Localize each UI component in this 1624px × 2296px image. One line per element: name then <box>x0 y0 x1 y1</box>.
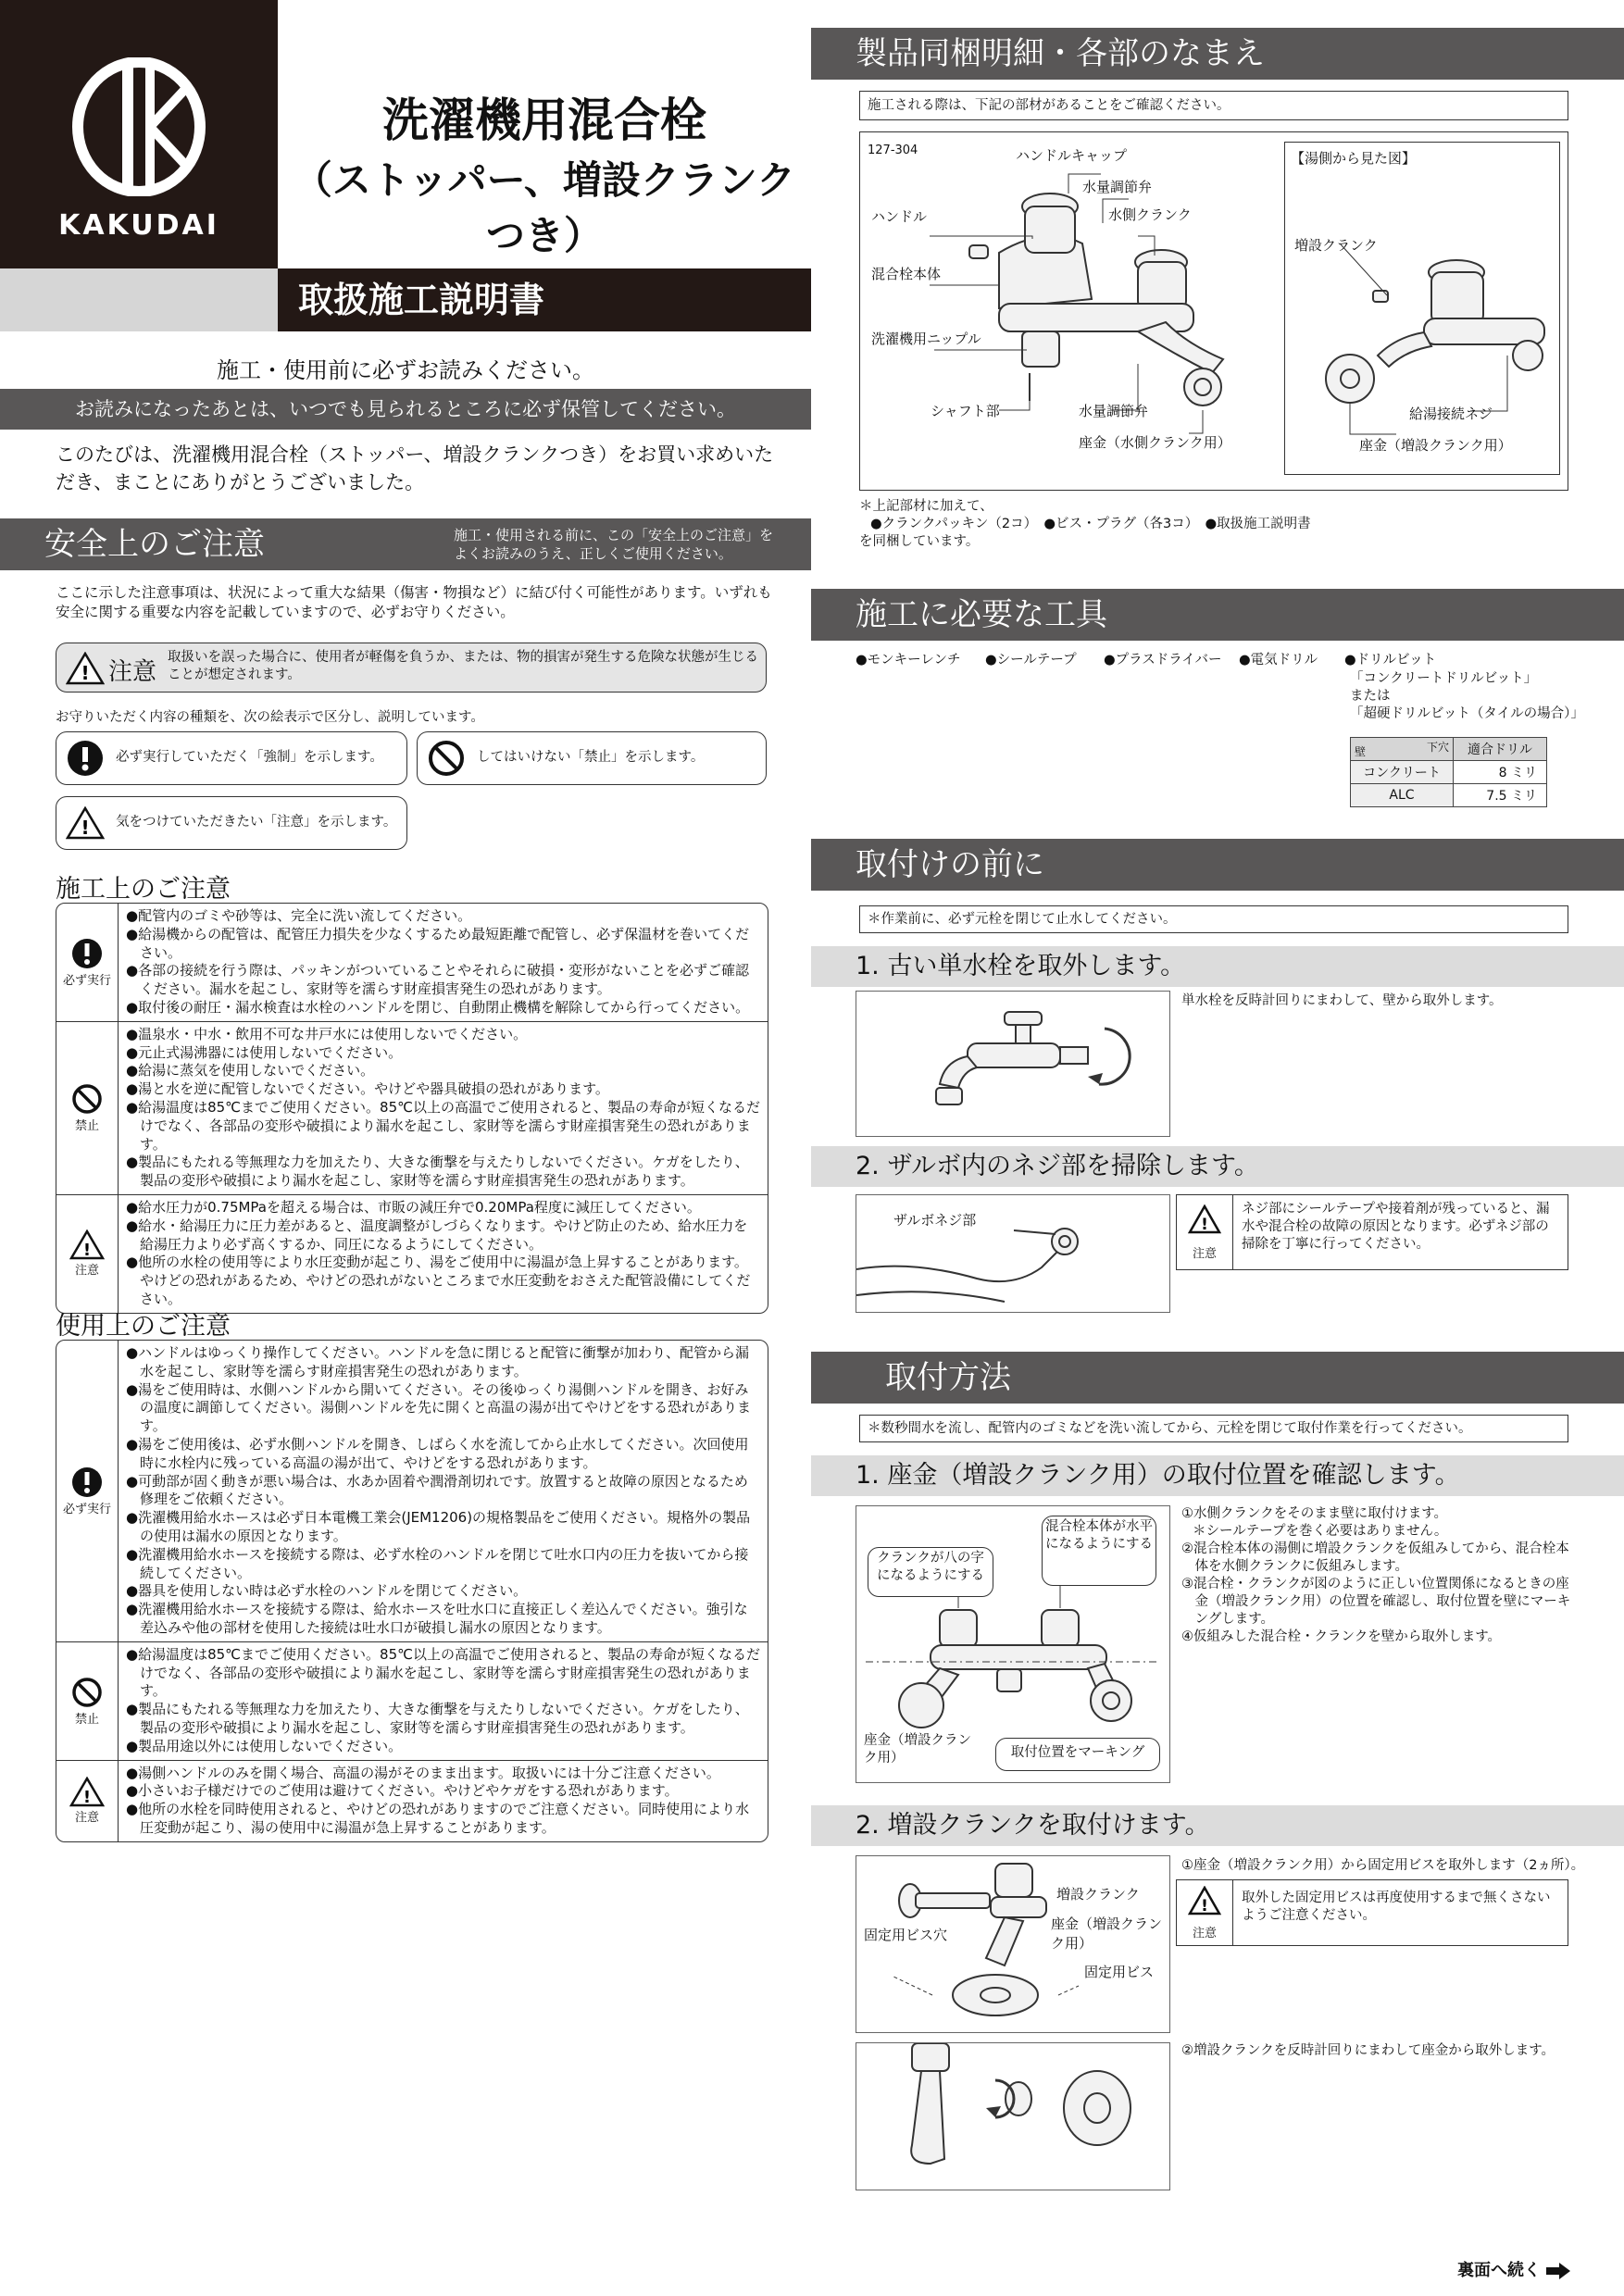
label-flow-valve-top: 水量調節弁 <box>1082 179 1153 195</box>
label-water-crank: 水側クランク <box>1108 206 1192 223</box>
caution-item: ●配管内のゴミや砂等は、完全に洗い流してください。 <box>126 907 472 924</box>
before-section-header <box>811 839 1624 891</box>
install-caution-list <box>119 1195 768 1313</box>
method-step1-title: 1. 座金（増設クランク用）の取付位置を確認します。 <box>856 1461 1460 1490</box>
remove-old-faucet-illustration <box>856 991 1170 1137</box>
icon-label: 注意 <box>74 1811 99 1826</box>
caution-item: ●可動部が固く動きが悪い場合は、水あか固着や潤滑剤切れです。放置すると故障の原因となるため修理をご依頼ください。 <box>126 1472 748 1508</box>
faucet-parts-illustration <box>860 132 1295 484</box>
caution-triangle-icon <box>69 1777 105 1807</box>
method-note: ＊数秒間水を流し、配管内のゴミなどを洗い流してから、元栓を閉じて取付作業を行ってください。 <box>859 1415 1568 1442</box>
tool-item: ●モンキーレンチ <box>856 653 961 668</box>
method-title: 取付方法 <box>885 1359 1011 1396</box>
install-cautions-title: 施工上のご注意 <box>56 875 231 904</box>
label-ext-crank: 増設クランク <box>1056 1886 1140 1903</box>
use-mandatory-list <box>119 1341 768 1641</box>
tool-item: ●ドリルビット <box>1344 653 1437 668</box>
table-cell-drill: 8 ミリ <box>1454 761 1547 784</box>
hot-side-view <box>1284 142 1560 475</box>
header-grey-strip <box>0 268 278 331</box>
svg-text:!: ! <box>82 1241 92 1261</box>
caution-item: ●元止式湯沸器には使用しないでください。 <box>126 1043 403 1061</box>
brand-logo <box>0 0 278 268</box>
table-head-hole: 下穴 <box>1426 741 1449 754</box>
continue-footer <box>1457 2257 1570 2281</box>
mandatory-icon <box>70 1466 104 1499</box>
label-body: 混合栓本体 <box>871 266 942 282</box>
label-flow-valve-bottom: 水量調節弁 <box>1079 403 1149 419</box>
use-prohibit-icon-cell <box>56 1642 119 1760</box>
drill-table <box>1350 737 1547 807</box>
table-head-wall: 壁 <box>1355 745 1367 758</box>
use-cautions-table <box>56 1340 768 1842</box>
icon-label: 必ず実行 <box>62 973 111 988</box>
label-shaft: シャフト部 <box>931 403 1000 419</box>
caution-item: ●洗濯機用給水ホースは必ず日本電機工業会(JEM1206)の規格製品をご使用ください。規格外の製品の使用は漏水の原因となります。 <box>126 1509 751 1544</box>
tool-item: ●電気ドリル <box>1239 653 1318 668</box>
method-step2-header <box>811 1805 1624 1846</box>
parts-extra-line3: を同梱しています。 <box>859 534 980 549</box>
label-ext-crank: 増設クランク <box>1294 237 1378 254</box>
old-faucet-drawing <box>856 992 1168 1134</box>
caution-item: ●給湯温度は85℃までご使用ください。85℃以上の高温でご使用されると、製品の寿命が短くなるだけでなく、各部品の変形や破損により漏水を起こし、家財等を濡らす財産損害発生の恐れがあります。 <box>126 1645 760 1700</box>
mandatory-icon <box>70 937 104 970</box>
install-cautions-table <box>56 903 768 1314</box>
step1-text: ＊シールテープを巻く必要はありません。 <box>1193 1524 1448 1539</box>
method-section-header <box>811 1352 1624 1404</box>
svg-text:!: ! <box>81 817 90 839</box>
model-number: 127-304 <box>868 144 918 157</box>
ext-crank-remove-illustration <box>856 2042 1170 2190</box>
label-screw: 固定用ビス <box>1084 1964 1155 1980</box>
caution-label: 注意 <box>108 658 157 686</box>
svg-text:!: ! <box>82 1788 92 1808</box>
before-step1-title: 1. 古い単水栓を取外します。 <box>856 952 1186 980</box>
label-nipple: 洗濯機用ニップル <box>871 331 981 347</box>
caution-item: ●各部の接続を行う際は、パッキンがついていることやそれらに破損・変形がないことを必ずご確認ください。漏水を起こし、家財等を濡らす財産損害発生の恐れがあります。 <box>126 962 749 998</box>
before-title: 取付けの前に <box>856 846 1044 883</box>
caution-item: ●温泉水・中水・飲用不可な井戸水には使用しないでください。 <box>126 1025 528 1042</box>
caution-item: ●他所の水栓の使用等により水圧変動が起こり、湯をご使用中に湯温が急上昇することがあります。やけどの恐れがあるため、やけどの恐れがないところまで水圧変動をおさえた配管設備にしてください。 <box>126 1254 751 1307</box>
step2-screw-caution-box <box>1176 1879 1568 1946</box>
clean-thread-illustration <box>856 1194 1170 1313</box>
svg-text:!: ! <box>81 662 90 684</box>
parts-confirm-note: 施工される際は、下記の部材があることをご確認ください。 <box>859 91 1568 120</box>
label-screw-hole: 固定用ビス穴 <box>864 1927 948 1943</box>
caution-item: ●湯と水を逆に配管しないでください。やけどや器具破損の恐れがあります。 <box>126 1080 609 1098</box>
thanks-text: このたびは、洗濯機用混合栓（ストッパー、増設クランクつき）をお買い求めいただき、まことにありがとうございました。 <box>56 443 774 493</box>
install-mandatory-list <box>119 904 768 1021</box>
prohibit-icon <box>70 1082 104 1116</box>
install-caution-row <box>56 1195 768 1313</box>
caution-item: ●給水・給湯圧力に圧力差があると、温度調整がしづらくなります。やけど防止のため、給水圧力を給湯圧力より必ず高くするか、同圧になるようにしてください。 <box>126 1217 748 1253</box>
use-caution-list <box>119 1761 768 1841</box>
caution-item: ●給水圧力が0.75MPaを超える場合は、市販の減圧弁で0.20MPa程度に減圧してください。 <box>126 1198 701 1216</box>
symbol-prohibit-box <box>417 731 767 785</box>
safety-title: 安全上のご注意 <box>44 526 265 563</box>
install-mandatory-row <box>56 904 768 1022</box>
method-step1-header <box>811 1455 1624 1496</box>
use-caution-row <box>56 1761 768 1841</box>
drill-table-head-diagonal <box>1351 738 1454 761</box>
tool-item: ●シールテープ <box>985 653 1077 668</box>
drill-line2: 「コンクリートドリルビット」 <box>1350 671 1538 686</box>
safety-side-note: 施工・使用される前に、この「安全上のご注意」をよくお読みのうえ、正しくご使用ください。 <box>454 527 774 562</box>
screw-caution-icon-cell <box>1177 1880 1233 1945</box>
method-step1-texts <box>1181 1505 1580 1646</box>
icon-label: 必ず実行 <box>62 1502 111 1516</box>
caution-item: ●湯側ハンドルのみを開く場合、高温の湯がそのまま出ます。取扱いには十分ご注意ください。 <box>126 1764 720 1781</box>
caution-item: ●取付後の耐圧・漏水検査は水栓のハンドルを閉じ、自動閉止機構を解除してから行ってください。 <box>126 998 750 1016</box>
method-step2-title: 2. 増設クランクを取付けます。 <box>856 1811 1210 1840</box>
caution-item: ●器具を使用しない時は必ず水栓のハンドルを閉じてください。 <box>126 1582 528 1600</box>
label-handle-cap: ハンドルキャップ <box>1016 147 1128 164</box>
keep-notice: お読みになったあとは、いつでも見られるところに必ず保管してください。 <box>0 389 811 430</box>
before-step1-header <box>811 946 1624 987</box>
callout-body-level: 混合栓本体が水平になるようにする <box>1042 1516 1156 1586</box>
symbol-prohibit-text: してはいけない「禁止」を示します。 <box>477 750 705 765</box>
hot-view-title: 【湯側から見た図】 <box>1291 150 1417 167</box>
step2-caution-text: ネジ部にシールテープや接着剤が残っていると、漏水や混合栓の故障の原因となります。必ずネジ部の掃除を丁寧に行ってください。 <box>1242 1202 1550 1252</box>
svg-text:!: ! <box>1201 1897 1208 1915</box>
tool-item: ●プラスドライバー <box>1104 653 1222 668</box>
caution-triangle-icon <box>66 806 105 840</box>
caution-item: ●給湯温度は85℃までご使用ください。85℃以上の高温でご使用されると、製品の寿命が短くなるだけでなく、各部品の変形や破損により漏水を起こし、家財等を濡らす財産損害発生の恐れがあります。 <box>126 1098 760 1153</box>
kakudai-logo-mark <box>72 57 206 196</box>
screw-caution-text: 取外した固定用ビスは再度使用するまで無くさないようご注意ください。 <box>1242 1890 1551 1923</box>
install-mandatory-icon-cell <box>56 904 119 1021</box>
tools-section-header <box>811 589 1624 641</box>
svg-text:!: ! <box>1201 1216 1208 1234</box>
drill-bit-detail <box>1350 670 1609 723</box>
caution-definition <box>56 643 767 693</box>
caution-item: ●製品にもたれる等無理な力を加えたり、大きな衝撃を与えたりしないでください。ケガをしたり、製品の変形や破損により漏水を起こし、家財等を濡らす財産損害発生の恐れがあります。 <box>126 1701 749 1736</box>
arrow-right-icon <box>1546 2263 1570 2279</box>
before-step2-header <box>811 1146 1624 1187</box>
product-subtitle: （ストッパー、増設クランクつき） <box>293 157 796 258</box>
parts-extra-line1: ＊上記部材に加えて、 <box>859 499 993 514</box>
icon-label: 注意 <box>1192 1927 1217 1940</box>
ext-crank-screw-illustration <box>856 1855 1170 2033</box>
step2-caution-icon-cell <box>1177 1195 1233 1269</box>
caution-item: ●給湯機からの配管は、配管圧力損失を少なくするため最短距離で配管し、必ず保温材を巻いてください。 <box>126 925 750 961</box>
caution-item: ●製品にもたれる等無理な力を加えたり、大きな衝撃を与えたりしないでください。ケガをしたり、製品の変形や破損により漏水を起こし、家財等を濡らす財産損害発生の恐れがあります。 <box>126 1154 749 1190</box>
use-caution-icon-cell <box>56 1761 119 1841</box>
parts-section-header <box>811 28 1624 80</box>
before-step2-title: 2. ザルボ内のネジ部を掃除します。 <box>856 1152 1259 1180</box>
caution-item: ●洗濯機用給水ホースを接続する際は、給水ホースを吐水口に直接正しく差込んでください。強引な差込みや他の部材を使用した接続は吐水口が破損し漏水の原因となります。 <box>126 1601 748 1636</box>
use-prohibit-list <box>119 1642 768 1760</box>
product-title: 洗濯機用混合栓 <box>382 94 706 147</box>
parts-diagram <box>859 131 1568 491</box>
caution-item: ●ハンドルはゆっくり操作してください。ハンドルを急に閉じると配管に衝撃が加わり、配管から漏水を起こし、家財等を濡らす財産損害発生の恐れがあります。 <box>126 1344 749 1379</box>
step1-text: ④仮組みした混合栓・クランクを壁から取外します。 <box>1181 1629 1502 1644</box>
icon-label: 注意 <box>1192 1247 1217 1261</box>
icon-label: 注意 <box>74 1264 99 1279</box>
icon-label: 禁止 <box>74 1119 99 1134</box>
mandatory-icon <box>66 739 105 778</box>
step1-text: ②混合栓本体の湯側に増設クランクを仮組みしてから、混合栓本体を水側クランクに仮組みします。 <box>1181 1541 1569 1574</box>
caution-triangle-icon <box>69 1229 105 1260</box>
step1-text: ③混合栓・クランクが図のように正しい位置関係になるときの座金（増設クランク用）の位置を確認し、取付位置を壁にマーキングします。 <box>1181 1577 1571 1627</box>
step2-text1: ①座金（増設クランク用）から固定用ビスを取外します（2ヵ所）。 <box>1181 1858 1585 1873</box>
table-cell-wall: ALC <box>1351 784 1454 807</box>
parts-extra <box>859 498 1568 551</box>
caution-item: ●製品用途以外には使用しないでください。 <box>126 1737 403 1754</box>
install-caution-icon-cell <box>56 1195 119 1313</box>
plate-position-illustration <box>856 1505 1170 1783</box>
prohibit-icon <box>427 739 466 778</box>
caution-item: ●湯をご使用後は、必ず水側ハンドルを開き、しばらく水を流してから止水してください。次回使用時に水栓内に残っている高温の湯が出て、やけどをする恐れがあります。 <box>126 1435 749 1471</box>
ext-crank-remove-drawing <box>856 2043 1168 2188</box>
symbols-intro: お守りいただく内容の種類を、次の絵表示で区分し、説明しています。 <box>56 710 484 725</box>
safety-intro: ここに示した注意事項は、状況によって重大な結果（傷害・物損など）に結び付く可能性があります。いずれも安全に関する重要な内容を記載していますので、必ずお守りください。 <box>56 584 772 620</box>
install-prohibit-row <box>56 1022 768 1195</box>
install-prohibit-icon-cell <box>56 1022 119 1194</box>
use-mandatory-icon-cell <box>56 1341 119 1641</box>
parts-extra-line2: ●クランクパッキン（2コ） ●ビス・プラグ（各3コ） ●取扱施工説明書 <box>870 517 1311 531</box>
continue-text: 裏面へ続く <box>1457 2261 1541 2280</box>
read-first-notice: 施工・使用前に必ずお読みください。 <box>217 357 594 383</box>
label-hot-thread: 給湯接続ネジ <box>1409 406 1493 422</box>
manual-label: 取扱施工説明書 <box>278 268 811 331</box>
prohibit-icon <box>70 1676 104 1709</box>
drill-line3: または <box>1350 689 1391 704</box>
label-plate-ext: 座金（増設クランク用） <box>1359 437 1512 454</box>
use-prohibit-row <box>56 1642 768 1761</box>
callout-crank-v-shape: クランクが八の字になるようにする <box>868 1547 993 1597</box>
install-prohibit-list <box>119 1022 768 1194</box>
caution-triangle-icon <box>1188 1886 1221 1915</box>
caution-triangle-icon <box>66 652 105 685</box>
table-head-drill: 適合ドリル <box>1454 738 1547 761</box>
label-handle: ハンドル <box>871 208 928 225</box>
brand-name: KAKUDAI <box>58 209 219 242</box>
step1-text: ①水側クランクをそのまま壁に取付けます。 <box>1181 1506 1448 1521</box>
table-cell-wall: コンクリート <box>1351 761 1454 784</box>
symbol-mandatory-box <box>56 731 407 785</box>
drill-line4: 「超硬ドリルビット（タイルの場合）」 <box>1350 706 1584 721</box>
symbol-caution-box <box>56 796 407 850</box>
tools-title: 施工に必要な工具 <box>856 596 1107 633</box>
caution-item: ●湯をご使用時は、水側ハンドルから開いてください。その後ゆっくり湯側ハンドルを開き、お好みの温度に調節してください。湯側ハンドルを先に開くと高温の湯が出てやけどをする恐れがあります。 <box>126 1380 752 1435</box>
icon-label: 禁止 <box>74 1712 99 1727</box>
caution-item: ●他所の水栓を同時使用されると、やけどの恐れがありますのでご注意ください。同時使用により水圧変動が起こり、湯の使用中に湯温が急上昇することがあります。 <box>126 1801 750 1836</box>
symbol-mandatory-text: 必ず実行していただく「強制」を示します。 <box>116 750 383 765</box>
caution-triangle-icon <box>1188 1204 1221 1234</box>
symbol-caution-text: 気をつけていただきたい「注意」を示します。 <box>116 815 397 830</box>
caution-item: ●給湯に蒸気を使用しないでください。 <box>126 1062 375 1079</box>
label-zarubo-thread: ザルボネジ部 <box>893 1212 977 1229</box>
caution-item: ●洗濯機用給水ホースを接続する際は、必ず水栓のハンドルを閉じて吐水口内の圧力を抜いてから接続してください。 <box>126 1545 749 1581</box>
use-cautions-title: 使用上のご注意 <box>56 1312 231 1341</box>
callout-mark-position: 取付位置をマーキング <box>995 1738 1160 1771</box>
label-plate-water: 座金（水側クランク用） <box>1079 434 1231 451</box>
use-mandatory-row <box>56 1341 768 1642</box>
step2-caution-box <box>1176 1194 1568 1270</box>
caution-item: ●小さいお子様だけでのご使用は避けてください。やけどやケガをする恐れがあります。 <box>126 1782 679 1800</box>
before-note: ＊作業前に、必ず元栓を閉じて止水してください。 <box>859 905 1568 933</box>
label-plate-ext: 座金（増設クランク用） <box>1051 1915 1163 1952</box>
step2-text2: ②増設クランクを反時計回りにまわして座金から取外します。 <box>1181 2043 1555 2058</box>
parts-title: 製品同梱明細・各部のなまえ <box>856 35 1265 72</box>
before-step1-text: 単水栓を反時計回りにまわして、壁から取外します。 <box>1181 993 1503 1008</box>
caution-definition-text: 取扱いを誤った場合に、使用者が軽傷を負うか、または、物的損害が発生する危険な状態が生じることが想定されます。 <box>168 650 758 682</box>
label-plate-ext-crank: 座金（増設クランク用） <box>864 1733 971 1766</box>
table-cell-drill: 7.5 ミリ <box>1454 784 1547 807</box>
